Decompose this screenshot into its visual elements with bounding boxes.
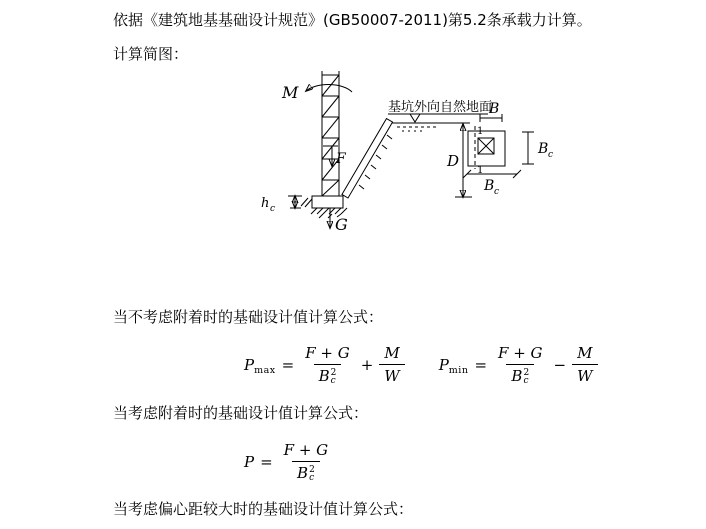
- formula-pmin: [439, 344, 598, 385]
- plus-sign: +: [360, 355, 374, 374]
- foundation-width-right-dimension: [522, 132, 534, 164]
- pmin-subscript: min: [448, 365, 469, 376]
- footing-height-dimension: [288, 196, 312, 208]
- footing-height-sub: c: [270, 204, 276, 214]
- caption-with-attachment: 当考虑附着时的基础设计值计算公式：: [113, 404, 369, 422]
- formula-row-p: [244, 441, 333, 482]
- foundation-width-bottom-dimension: [463, 170, 521, 178]
- reference-heading: 依据《建筑地基基础设计规范》(GB50007-2011)第5.2条承载力计算。: [113, 11, 592, 29]
- moment-label: M: [282, 83, 299, 102]
- equals-sign: =: [474, 355, 488, 374]
- section-mark-top: 1: [477, 126, 484, 137]
- footing-block: [312, 196, 343, 208]
- foundation-width-right-label: B: [538, 141, 549, 157]
- column-width-label: B: [489, 101, 500, 117]
- calculation-diagram: [255, 66, 560, 258]
- p-symbol: P: [244, 452, 255, 471]
- fraction-m-over-w: $\frac{M}{W}$: [572, 344, 597, 385]
- excavation-slope: [342, 119, 393, 198]
- pmax-subscript: max: [254, 365, 276, 376]
- caption-no-attachment: 当不考虑附着时的基础设计值计算公式：: [113, 308, 384, 326]
- ground-surface-leader: [388, 114, 488, 122]
- vertical-force-label: F: [336, 151, 346, 167]
- caption-large-eccentricity: 当考虑偏心距较大时的基础设计值计算公式：: [113, 500, 414, 518]
- formula-pmax: [244, 344, 405, 385]
- formula-p: [244, 441, 333, 482]
- tower-column-lattice: [322, 71, 339, 196]
- pmin-symbol: P: [438, 355, 449, 374]
- equals-sign: =: [281, 355, 295, 374]
- section-mark-bottom: 1: [477, 165, 484, 176]
- foundation-plan-view: [468, 126, 505, 169]
- fraction-fg-over-bc2: F + G B 2 c: [283, 441, 329, 483]
- equals-sign: =: [260, 452, 273, 471]
- pmax-symbol: P: [244, 355, 255, 374]
- foundation-width-right-sub: c: [548, 150, 554, 160]
- ground-surface-label: 基坑外向自然地面: [388, 100, 493, 115]
- fraction-m-over-w: $\frac{M}{W}$: [379, 344, 404, 385]
- foundation-diagram-svg: [255, 66, 560, 258]
- diagram-caption: 计算简图：: [113, 45, 189, 63]
- fraction-fg-over-bc2: F + G B 2 c: [305, 344, 350, 386]
- ground-line: [392, 123, 470, 131]
- weight-label: G: [335, 215, 348, 234]
- minus-sign: −: [553, 355, 567, 374]
- foundation-width-bottom-sub: c: [494, 187, 500, 197]
- foundation-width-bottom-label: B: [484, 178, 495, 194]
- moment-arrow: [306, 85, 352, 92]
- formula-row-pmax-pmin: [244, 344, 598, 385]
- fraction-fg-over-bc2: F + G B 2 c: [498, 344, 543, 386]
- footing-height-label: h: [261, 196, 270, 211]
- depth-label: D: [447, 152, 460, 170]
